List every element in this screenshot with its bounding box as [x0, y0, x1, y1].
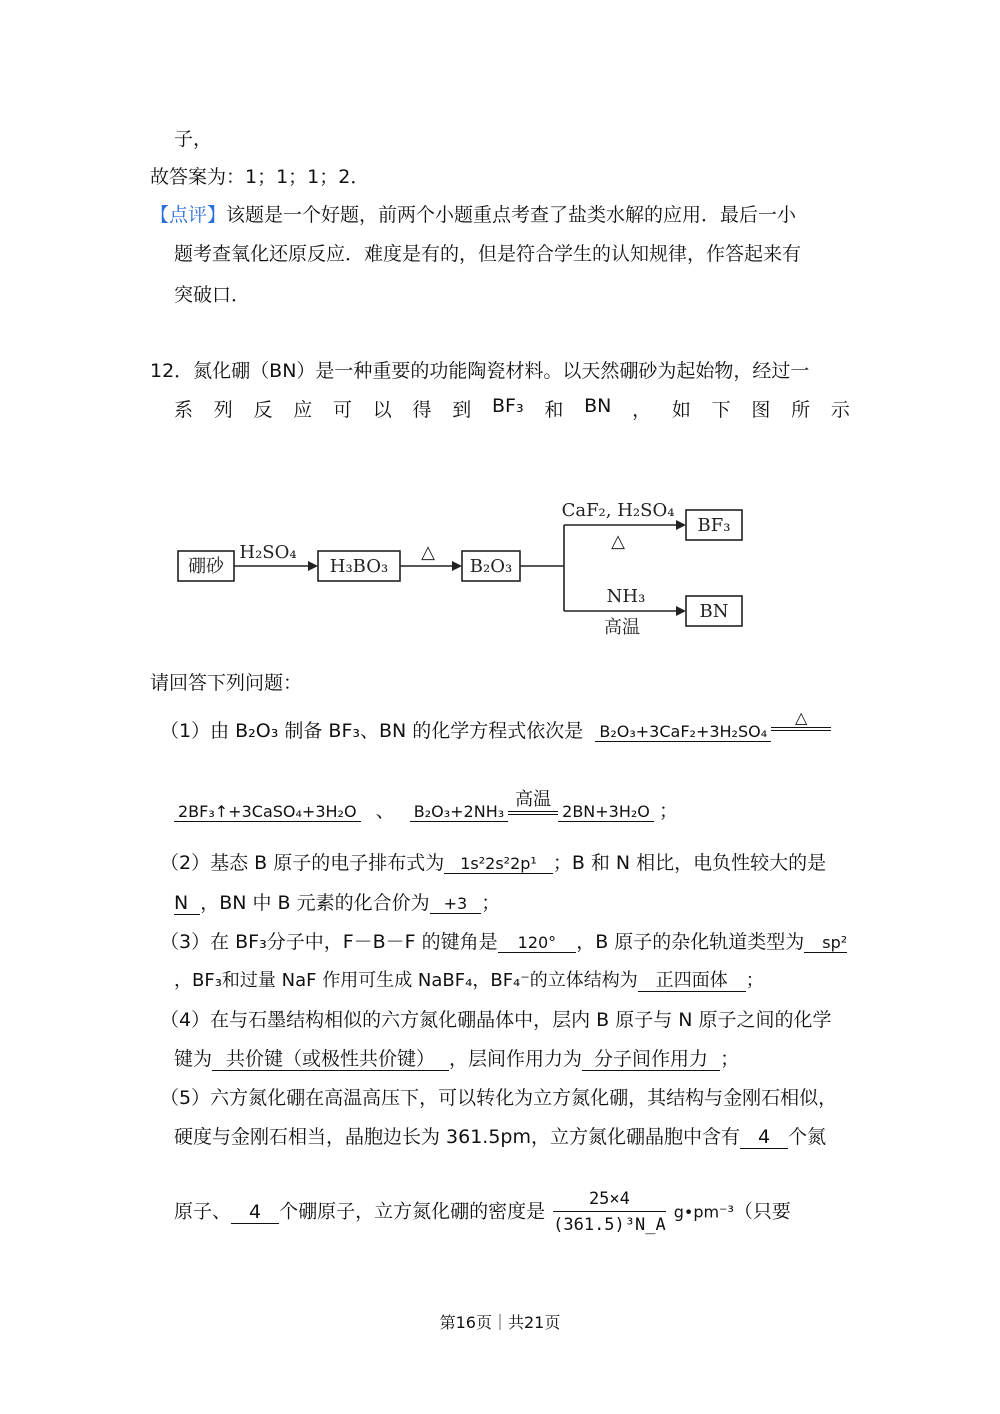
part5-answer-n: 4 [740, 1127, 788, 1149]
stem-word: 系 [174, 399, 194, 421]
part5-text-b: 硬度与金刚石相当，晶胞边长为 361.5pm，立方氮化硼晶胞中含有 [174, 1126, 741, 1148]
stem-word: BF₃ [492, 395, 524, 417]
page-footer: 第16页｜共21页 [439, 1313, 561, 1332]
stem-word: 到 [452, 399, 472, 421]
part2-text-a: （2）基态 B 原子的电子排布式为 [160, 852, 445, 874]
stem-word: 示 [830, 399, 850, 421]
synthesis-flow-diagram [170, 490, 770, 650]
part5-text-e: 个硼原子，立方氮化硼的密度是 [279, 1200, 546, 1223]
stem-word: ， [632, 399, 652, 421]
part5-unit: g•pm⁻³ [673, 1202, 734, 1222]
part1-line-a [160, 708, 831, 745]
density-numerator: 25×4 [553, 1190, 666, 1212]
label-bf3: BF₃ [697, 515, 731, 536]
part4-line-b [174, 1044, 739, 1071]
stem-word: 图 [751, 399, 771, 421]
density-fraction [553, 1190, 666, 1234]
part4-text-c: ，层间作用力为 [449, 1048, 583, 1070]
part3-text-c: ，BF₃和过量 NaF 作用可生成 NaBF₄，BF₄⁻的立体结构为 [174, 970, 638, 991]
part2-line-a [160, 848, 826, 875]
part5-text-c: 个氮 [788, 1126, 827, 1148]
part1-end: ； [658, 800, 678, 822]
part2-answer-valence: +3 [430, 895, 482, 914]
prev-answer: 故答案为：1；1；1；2． [150, 166, 370, 188]
part2-text-b: ；B 和 N 相比，电负性较大的是 [552, 852, 827, 874]
label-h3bo3: H₃BO₃ [329, 556, 389, 577]
part1-eq2-right: 2BN+3H₂O [558, 803, 654, 822]
part3-line-b [174, 966, 764, 992]
stem-word: 应 [293, 399, 313, 421]
part5-answer-density [545, 1190, 674, 1234]
part3-answer-shape: 正四面体 [638, 971, 746, 992]
part2-text-d: ； [481, 892, 501, 914]
part5-line-b [174, 1122, 826, 1149]
stem-word: 和 [544, 399, 564, 421]
prev-tail: 子， [174, 128, 213, 150]
q12-stem-2 [174, 395, 850, 422]
stem-word: 列 [213, 399, 233, 421]
label-arrow1: H₂SO₄ [239, 542, 297, 563]
part1-eq1-left: B₂O₃+3CaF₂+3H₂SO₄ [595, 723, 771, 742]
part1-line-b [174, 789, 678, 827]
stem-word: 如 [671, 399, 691, 421]
part3-text-d: ； [745, 970, 764, 991]
q12-stem-1: 12．氮化硼（BN）是一种重要的功能陶瓷材料。以天然硼砂为起始物，经过一 [150, 360, 810, 382]
stem-word: 下 [711, 399, 731, 421]
part1-eq2-left: B₂O₃+2NH₃ [410, 803, 508, 822]
comment-line-2: 题考查氧化还原反应．难度是有的，但是符合学生的认知规律，作答起来有 [174, 243, 802, 265]
stem-word: BN [584, 395, 612, 417]
stem-word: 所 [791, 399, 811, 421]
part5-text-f: （只要 [733, 1200, 791, 1223]
comment-line-1 [150, 200, 796, 227]
q12-prompt: 请回答下列问题： [150, 672, 303, 694]
part4-answer-force: 分子间作用力 [582, 1049, 720, 1071]
label-bn: BN [699, 601, 729, 622]
part1-separator: 、 [375, 800, 395, 822]
part5-line-a: （5）六方氮化硼在高温高压下，可以转化为立方氮化硼，其结构与金刚石相似， [160, 1087, 838, 1109]
comment-tag: 【点评】 [150, 204, 227, 226]
part1-eq1-right: 2BF₃↑+3CaSO₄+3H₂O [174, 803, 361, 822]
density-denominator: (361.5)³N_A [553, 1214, 666, 1235]
part2-answer-config: 1s²2s²2p¹ [444, 855, 553, 874]
part2-line-b [174, 888, 500, 915]
comment-line-3: 突破口． [174, 284, 251, 306]
part3-line-a [160, 927, 847, 954]
part5-line-c [174, 1190, 791, 1234]
part1-eq2-condition: 高温 [508, 785, 558, 815]
part4-text-d: ； [720, 1048, 740, 1070]
label-upper: CaF₂, H₂SO₄ [561, 500, 675, 521]
label-borax: 硼砂 [188, 556, 224, 577]
part1-text: （1）由 B₂O₃ 制备 BF₃、BN 的化学方程式依次是 [160, 720, 584, 742]
stem-word: 以 [372, 399, 392, 421]
part3-answer-hybrid: sp² [804, 934, 847, 953]
label-upper-heat: △ [611, 531, 625, 552]
label-arrow2: △ [421, 542, 435, 563]
part2-answer-en: N [174, 893, 200, 915]
stem-word: 可 [333, 399, 353, 421]
part5-answer-b: 4 [231, 1202, 279, 1224]
part4-line-a: （4）在与石墨结构相似的六方氮化硼晶体中，层内 B 原子与 N 原子之间的化学 [160, 1009, 832, 1031]
label-b2o3: B₂O₃ [469, 556, 513, 577]
part4-answer-bond: 共价键（或极性共价键） [212, 1049, 449, 1071]
part1-eq1-condition: △ [771, 708, 831, 731]
comment-text-1: 该题是一个好题，前两个小题重点考查了盐类水解的应用．最后一小 [226, 204, 797, 226]
label-lower-cond: 高温 [604, 617, 640, 638]
part2-text-c: ，BN 中 B 元素的化合价为 [200, 892, 430, 914]
label-lower: NH₃ [606, 586, 646, 607]
part5-text-d: 原子、 [174, 1200, 232, 1223]
part4-text-b: 键为 [174, 1048, 213, 1070]
part3-text-b: ，B 原子的杂化轨道类型为 [576, 931, 805, 953]
part3-answer-angle: 120° [498, 934, 577, 953]
part3-text-a: （3）在 BF₃分子中，F－B－F 的键角是 [160, 931, 498, 953]
stem-word: 反 [253, 399, 273, 421]
stem-word: 得 [412, 399, 432, 421]
